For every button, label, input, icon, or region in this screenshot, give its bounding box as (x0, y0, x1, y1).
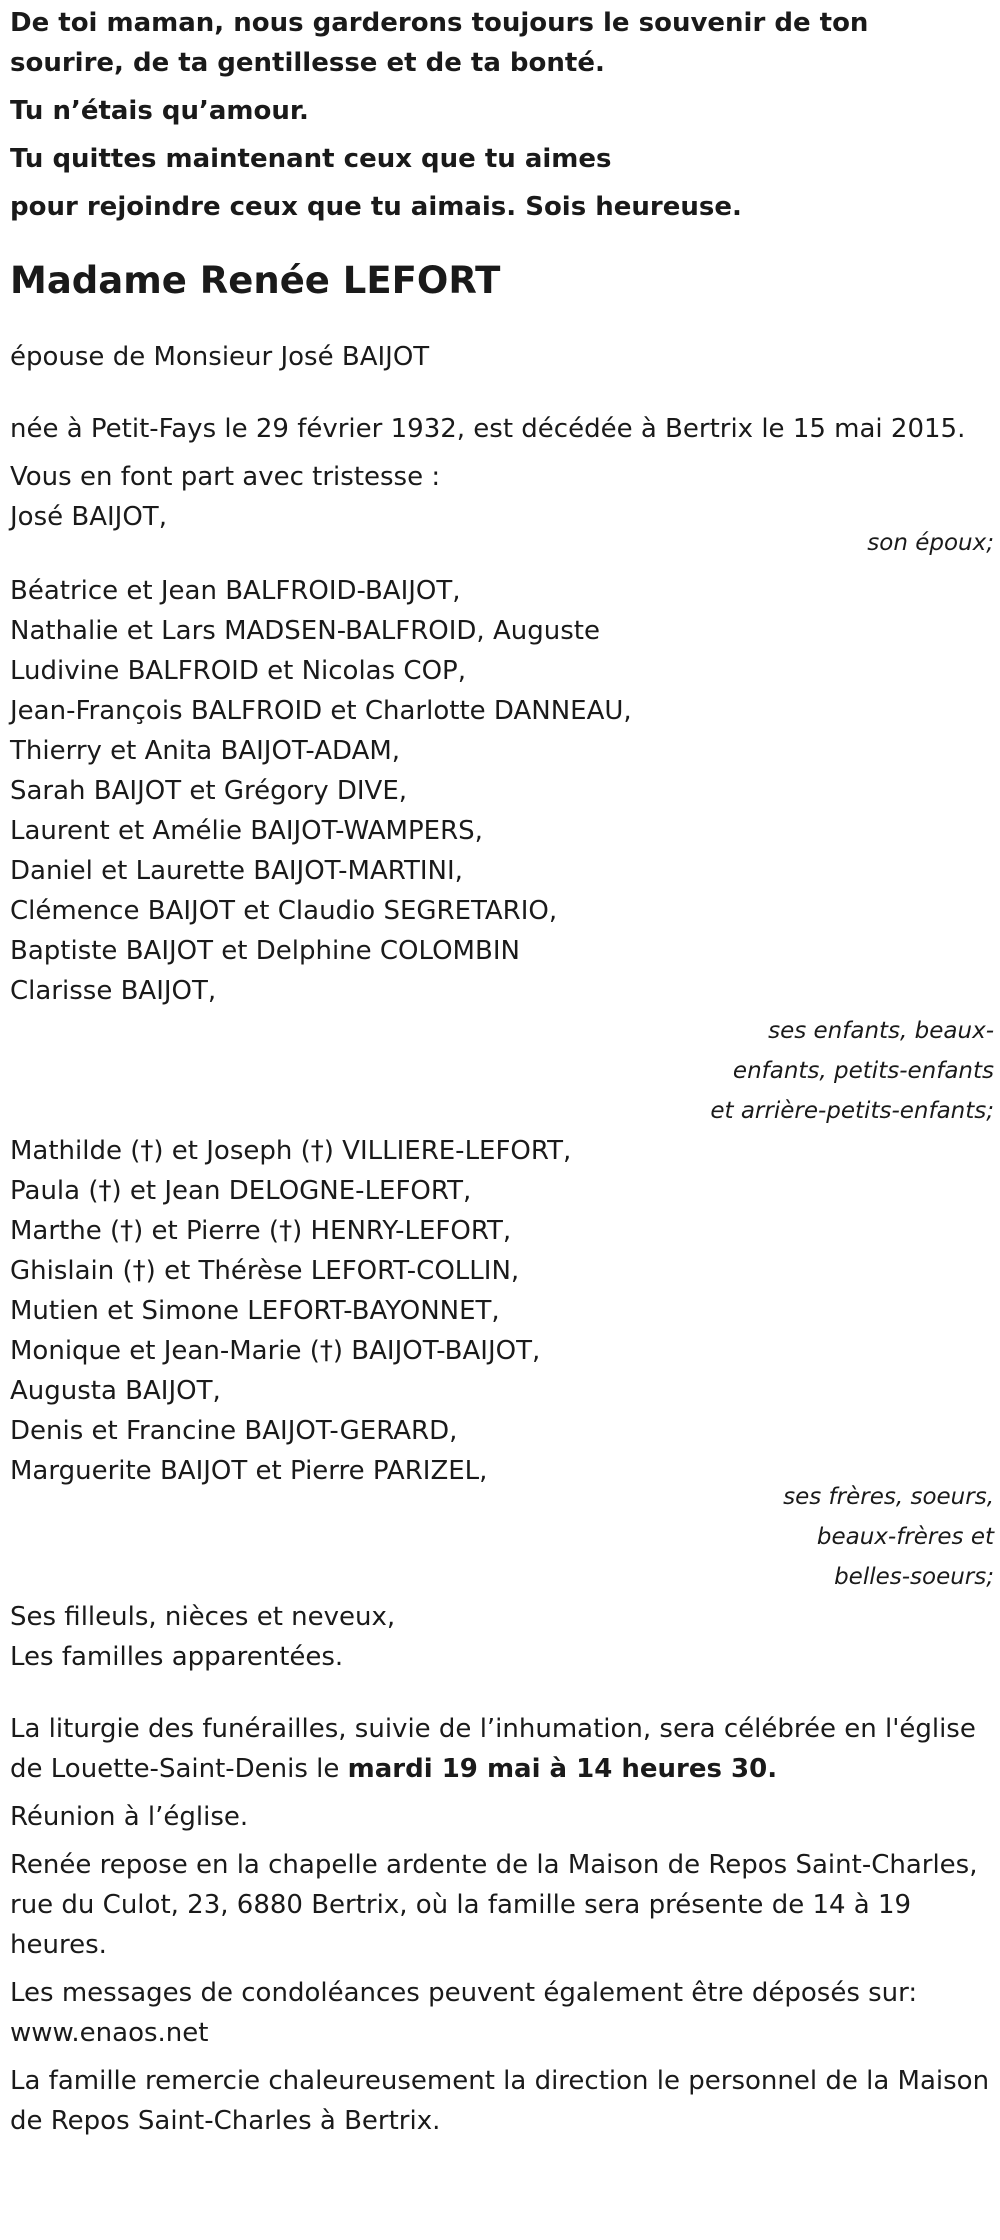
intro-poem (10, 3, 990, 227)
relation-label: son époux; (867, 530, 994, 556)
relation-label: ses frères, soeurs, beaux-frères et belles-soeurs; (783, 1484, 994, 1590)
family-member: Paula (†) et Jean DELOGNE-LEFORT, (10, 1176, 472, 1206)
family-member: Augusta BAIJOT, (10, 1376, 221, 1406)
rest-paragraph: Renée repose en la chapelle ardente de la Maison de Repos Saint-Charles, rue du Culot, 23, 6880 Bertrix, où la famille sera présente de 14 à 19 heures. (10, 1850, 978, 1960)
deceased-name: Madame Renée LEFORT (10, 259, 501, 302)
intro-line: De toi maman, nous garderons toujours le souvenir de ton sourire, de ta gentillesse et de ta bonté. (10, 8, 869, 78)
family-member: José BAIJOT, (10, 502, 167, 532)
spouse-line: épouse de Monsieur José BAIJOT (10, 342, 430, 372)
family-member: Clémence BAIJOT et Claudio SEGRETARIO, (10, 896, 558, 926)
relation-label: ses enfants, beaux-enfants, petits-enfants (732, 1018, 994, 1084)
family-member: Sarah BAIJOT et Grégory DIVE, (10, 776, 408, 806)
family-member: Ghislain (†) et Thérèse LEFORT-COLLIN, (10, 1256, 520, 1286)
family-member: Mutien et Simone LEFORT-BAYONNET, (10, 1296, 500, 1326)
children-group (10, 571, 1000, 1011)
family-member: Laurent et Amélie BAIJOT-WAMPERS, (10, 816, 483, 846)
family-member: Marthe (†) et Pierre (†) HENRY-LEFORT, (10, 1216, 512, 1246)
siblings-group (10, 1131, 1000, 1491)
family-member: Béatrice et Jean BALFROID-BAIJOT, (10, 576, 461, 606)
family-member: Daniel et Laurette BAIJOT-MARTINI, (10, 856, 463, 886)
family-member: Mathilde (†) et Joseph (†) VILLIERE-LEFORT, (10, 1136, 572, 1166)
intro-line: Tu quittes maintenant ceux que tu aimes (10, 144, 612, 174)
family-member: Jean-François BALFROID et Charlotte DANNEAU, (10, 696, 632, 726)
family-member: Monique et Jean-Marie (†) BAIJOT-BAIJOT, (10, 1336, 541, 1366)
obituary-page (0, 3, 1000, 2141)
funeral-paragraph (10, 1709, 1000, 1789)
announcement-line: Vous en font part avec tristesse : (10, 462, 441, 492)
relation-label: et arrière-petits-enfants; (710, 1098, 994, 1124)
closing-line: Les familles apparentées. (10, 1642, 344, 1672)
family-member: Ludivine BALFROID et Nicolas COP, (10, 656, 466, 686)
thanks-paragraph: La famille remercie chaleureusement la direction le personnel de la Maison de Repos Saint-Charles à Bertrix. (10, 2066, 990, 2136)
birth-death-line: née à Petit-Fays le 29 février 1932, est décédée à Bertrix le 15 mai 2015. (10, 414, 966, 444)
family-member: Nathalie et Lars MADSEN-BALFROID, Auguste (10, 616, 600, 646)
family-member: Baptiste BAIJOT et Delphine COLOMBIN (10, 936, 520, 966)
meeting-line: Réunion à l’église. (10, 1802, 249, 1832)
family-member: Thierry et Anita BAIJOT-ADAM, (10, 736, 401, 766)
intro-line: Tu n’étais qu’amour. (10, 96, 309, 126)
family-member: Marguerite BAIJOT et Pierre PARIZEL, (10, 1456, 488, 1486)
funeral-date: mardi 19 mai à 14 heures 30. (347, 1754, 778, 1784)
family-member: Denis et Francine BAIJOT-GERARD, (10, 1416, 458, 1446)
closing-line: Ses filleuls, nièces et neveux, (10, 1602, 396, 1632)
condolences-paragraph: Les messages de condoléances peuvent également être déposés sur: www.enaos.net (10, 1978, 918, 2048)
family-member: Clarisse BAIJOT, (10, 976, 217, 1006)
intro-line: pour rejoindre ceux que tu aimais. Sois heureuse. (10, 192, 742, 222)
funeral-text: La liturgie des funérailles, suivie de l’inhumation, sera célébrée en l'église de Louette-Saint-Denis le (10, 1714, 976, 1784)
